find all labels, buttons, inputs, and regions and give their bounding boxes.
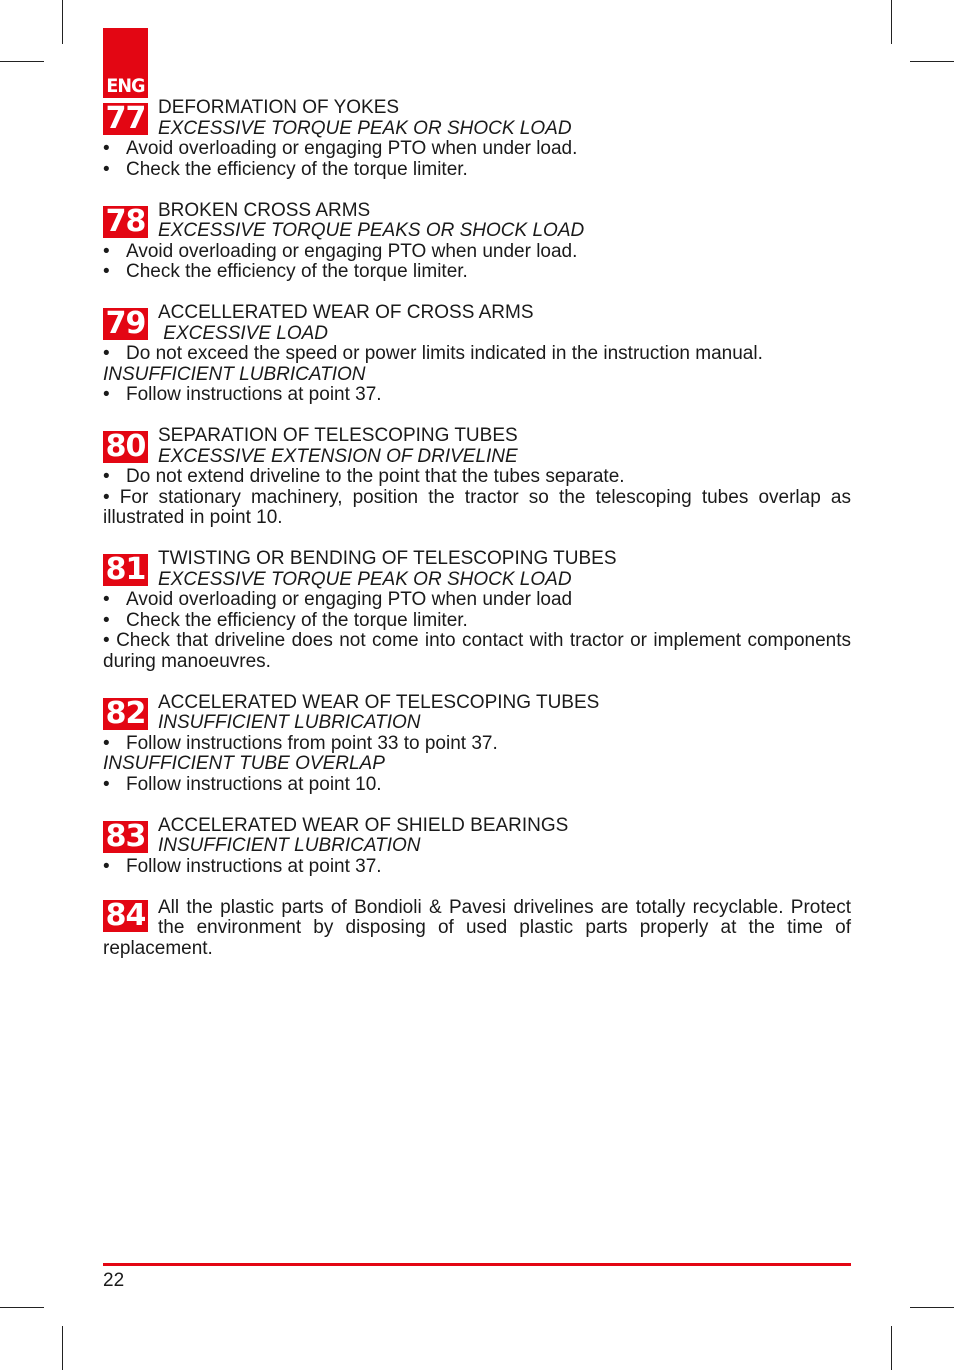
crop-mark: [62, 1326, 63, 1370]
section-heading: [103, 816, 851, 857]
list-item: • Avoid overloading or engaging PTO when under load.: [103, 139, 851, 160]
crop-mark: [62, 0, 63, 44]
page-number: 22: [103, 1270, 125, 1291]
recycling-text: All the plastic parts of Bondioli & Pavesi drivelines are totally recyclable. Protect the environment by disposing of used plastic parts properly at the time of replacement.: [103, 896, 851, 959]
list-item: • Follow instructions from point 33 to point 37.: [103, 734, 851, 755]
section-cause: EXCESSIVE TORQUE PEAKS OR SHOCK LOAD: [158, 220, 585, 241]
troubleshooting-list: [103, 98, 851, 980]
list-item-wrapped: • Check that driveline does not come into contact with tractor or implement components during manoeuvres.: [103, 630, 851, 672]
section-title: SEPARATION OF TELESCOPING TUBES: [158, 425, 518, 446]
section-82: [103, 693, 851, 796]
crop-mark: [891, 1326, 892, 1370]
list-item: • Check the efficiency of the torque limiter.: [103, 611, 851, 632]
section-heading: [103, 693, 851, 734]
section-cause: INSUFFICIENT LUBRICATION: [158, 712, 421, 733]
section-cause: INSUFFICIENT LUBRICATION: [103, 363, 366, 385]
list-item-wrapped: • For stationary machinery, position the tractor so the telescoping tubes overlap as illustrated in point 10.: [103, 486, 851, 528]
section-heading: [103, 303, 851, 344]
section-cause: EXCESSIVE LOAD: [158, 322, 329, 344]
recycling-paragraph: [103, 898, 851, 960]
list-item: • Follow instructions at point 37.: [103, 857, 851, 878]
footer-rule: [103, 1263, 851, 1266]
section-number-badge: 82: [103, 698, 148, 730]
section-cause: INSUFFICIENT TUBE OVERLAP: [103, 753, 385, 774]
section-77: [103, 98, 851, 180]
crop-mark: [891, 0, 892, 44]
section-cause: EXCESSIVE TORQUE PEAK OR SHOCK LOAD: [158, 117, 572, 139]
section-number-badge: 84: [103, 900, 148, 932]
section-number-badge: 79: [103, 308, 148, 340]
section-number-badge: 83: [103, 821, 148, 853]
list-item: • Do not exceed the speed or power limits indicated in the instruction manual.: [103, 344, 851, 365]
list-item: • Follow instructions at point 37.: [103, 385, 851, 406]
crop-mark: [0, 1307, 44, 1308]
language-tab: [103, 28, 148, 98]
section-cause: INSUFFICIENT LUBRICATION: [158, 835, 421, 856]
list-item: • Follow instructions at point 10.: [103, 775, 851, 796]
section-title: TWISTING OR BENDING OF TELESCOPING TUBES: [158, 548, 617, 569]
section-title: DEFORMATION OF YOKES: [158, 97, 400, 118]
list-item: • Avoid overloading or engaging PTO when under load.: [103, 242, 851, 263]
section-number-badge: 81: [103, 554, 148, 586]
section-79: [103, 303, 851, 406]
section-title: ACCELERATED WEAR OF SHIELD BEARINGS: [158, 814, 569, 836]
list-item: • Avoid overloading or engaging PTO when under load: [103, 590, 851, 611]
section-cause: EXCESSIVE TORQUE PEAK OR SHOCK LOAD: [158, 568, 572, 590]
list-item: • Check the efficiency of the torque limiter.: [103, 262, 851, 283]
section-cause: EXCESSIVE EXTENSION OF DRIVELINE: [158, 445, 518, 467]
section-title: ACCELERATED WEAR OF TELESCOPING TUBES: [158, 691, 600, 713]
crop-mark: [910, 61, 954, 62]
crop-mark: [910, 1307, 954, 1308]
list-item: • Check the efficiency of the torque limiter.: [103, 160, 851, 181]
section-title: ACCELLERATED WEAR OF CROSS ARMS: [158, 302, 534, 323]
section-78: [103, 201, 851, 283]
section-83: [103, 816, 851, 878]
section-81: [103, 549, 851, 672]
section-heading: [103, 98, 851, 139]
language-label: ENG: [106, 75, 145, 97]
section-84: [103, 898, 851, 960]
section-title: BROKEN CROSS ARMS: [158, 199, 371, 221]
section-heading: [103, 201, 851, 242]
section-80: [103, 426, 851, 529]
section-number-badge: 80: [103, 431, 148, 463]
crop-mark: [0, 61, 44, 62]
section-number-badge: 77: [103, 103, 148, 135]
section-heading: [103, 426, 851, 467]
section-number-badge: 78: [103, 206, 148, 238]
section-heading: [103, 549, 851, 590]
list-item: • Do not extend driveline to the point that the tubes separate.: [103, 467, 851, 488]
